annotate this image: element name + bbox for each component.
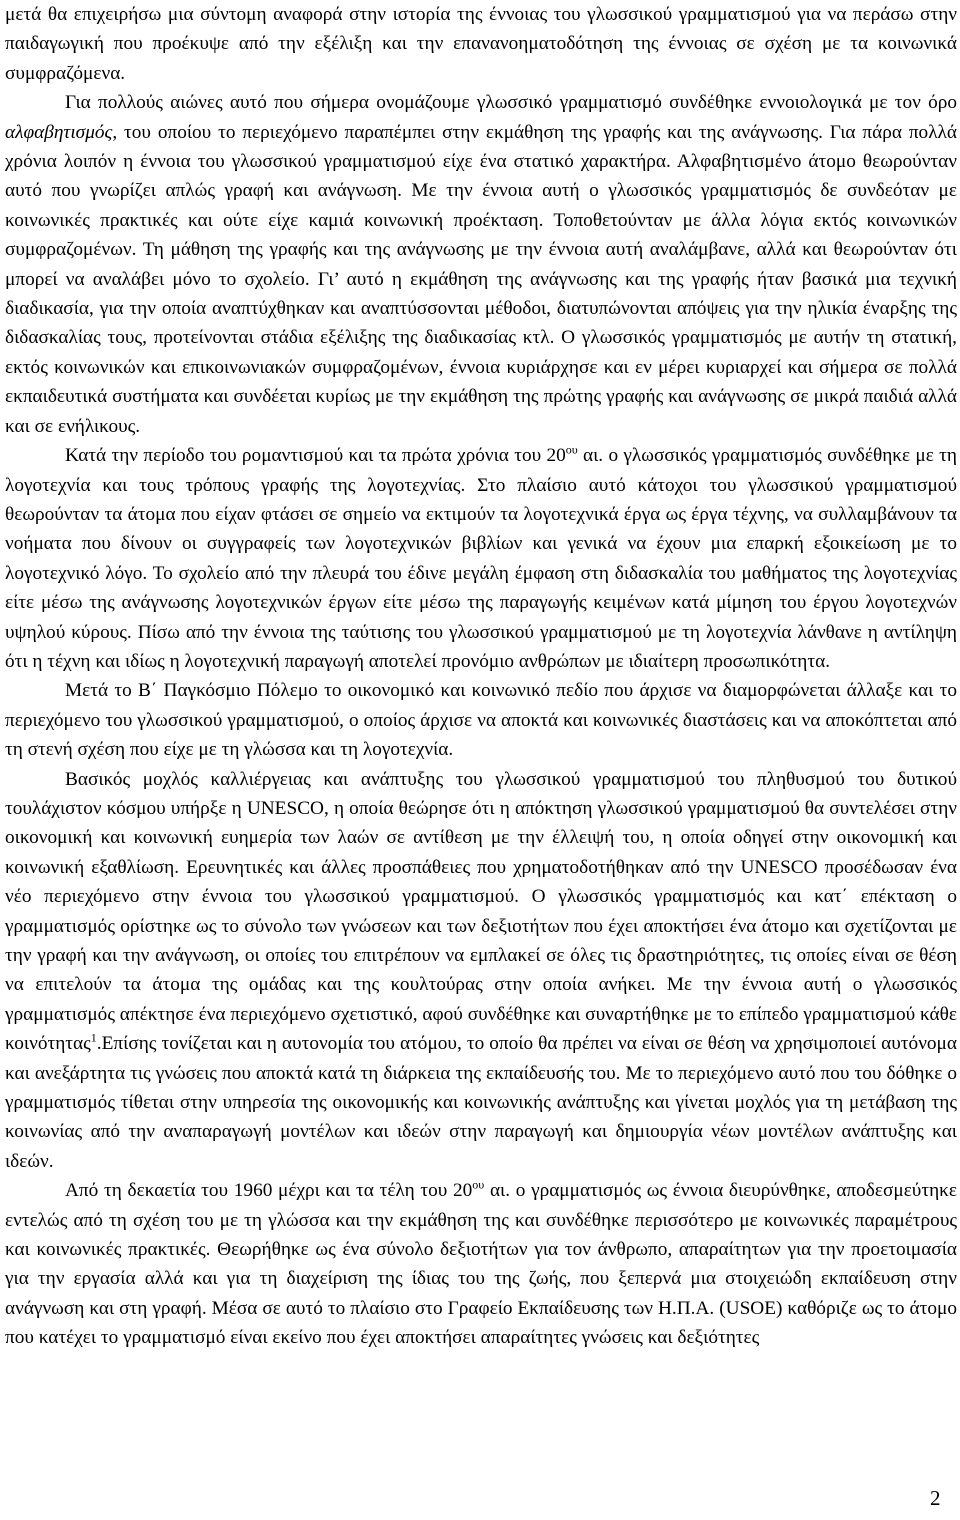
superscript: 1 <box>90 1030 97 1045</box>
text-run: μετά θα επιχειρήσω μια σύντομη αναφορά στην ιστορία της έννοιας του γλωσσικού γραμματισμού για να περάσω στην παιδαγωγική που προέκυψε από την εξέλιξη και την επανανοηματοδότηση της έννοιας σε σχέση με τα κοινωνικά συμφραζόμενα. <box>5 4 957 84</box>
text-run: Μετά το Β΄ Παγκόσμιο Πόλεμο το οικονομικό και κοινωνικό πεδίο που άρχισε να διαμορφώνεται άλλαξε και το περιεχόμενο του γλωσσικού γραμματισμού, ο οποίος άρχισε να αποκτά και κοινωνικές διαστάσεις και να αποκόπτεται από τη στενή σχέση που είχε με τη γλώσσα και τη λογοτεχνία. <box>5 680 957 761</box>
document-page <box>5 0 957 1353</box>
text-run: Βασικός μοχλός καλλιέργειας και ανάπτυξης του γλωσσικού γραμματισμού του πληθυσμού του δυτικού τουλάχιστον κόσμου υπήρξε η UNESCO, η οποία θεώρησε ότι η απόκτηση γλωσσικού γραμματισμού θα συντελέσει στην οικονομική και κοινωνική ευημερία των λαών σε αντίθεση με την έλλειψή του, η οποία οδηγεί στην οικονομική και κοινωνική εξαθλίωση. Ερευνητικές και άλλες προσπάθειες που χρηματοδοτήθηκαν από την UNESCO προσέδωσαν ένα νέο περιεχόμενο στην έννοια του γλωσσικού γραμματισμού. Ο γλωσσικός γραμματισμός και κατ΄ επέκταση ο γραμματισμός ορίστηκε ως το σύνολο των γνώσεων και των δεξιοτήτων που έχει αποκτήσει ένα άτομο και σχετίζονται με την γραφή και την ανάγνωση, οι οποίες του επιτρέπουν να εμπλακεί σε όλες τις δραστηριότητες, τις οποίες είναι σε θέση να επιτελούν τα άτομα της ομάδας και της κουλτούρας στην οποία ανήκει. Με την έννοια αυτή ο γλωσσικός γραμματισμός απέκτησε ένα περιεχόμενο σχετιστικό, αφού συνδέθηκε και συναρτήθηκε με το επίπεδο γραμματισμού κάθε κοινότητας <box>5 768 957 1055</box>
superscript: ου <box>565 442 578 457</box>
paragraph-4 <box>5 676 957 764</box>
text-run: , του οποίου το περιεχόμενο παραπέμπει στην εκμάθηση της γραφής και της ανάγνωσης. Για πάρα πολλά χρόνια λοιπόν η έννοια του γλωσσικού γραμματισμού είχε ένα στατικό χαρακτήρα. Αλφαβητισμένο άτομο θεωρούνταν αυτό που γνωρίζει απλώς γραφή και ανάγνωση. Με την έννοια αυτή ο γλωσσικός γραμματισμός δε συνδεόταν με κοινωνικές πρακτικές και ούτε είχε καμιά κοινωνική προέκταση. Τοποθετούνταν με άλλα λόγια εκτός κοινωνικών συμφραζομένων. Τη μάθηση της γραφής και της ανάγνωσης με την έννοια αυτή αναλάμβανε, αλλά και θεωρούνταν ότι μπορεί να αναλάβει μόνο το σχολείο. Γι’ αυτό η εκμάθηση της ανάγνωσης και της γραφής ήταν βασικά μια τεχνική διαδικασία, για την οποία αναπτύχθηκαν και αναπτύσσονται μέθοδοι, διατυπώνονται απόψεις για την ηλικία έναρξης της διδασκαλίας τους, προτείνονται στάδια εξέλιξης της διαδικασίας κτλ. Ο γλωσσικός γραμματισμός με αυτήν τη στατική, εκτός κοινωνικών και επικοινωνιακών συμφραζομένων, έννοια κυριάρχησε και εν μέρει κυριαρχεί και σήμερα σε πολλά εκπαιδευτικά συστήματα και συνδέεται κυρίως με την εκμάθηση της πρώτης γραφής και ανάγνωσης σε μικρά παιδιά αλλά και σε ενήλικους. <box>5 121 957 437</box>
italic-term: αλφαβητισμός <box>5 121 113 143</box>
text-run: Κατά την περίοδο του ρομαντισμού και τα πρώτα χρόνια του 20 <box>65 445 566 467</box>
paragraph-6 <box>5 1176 957 1352</box>
text-run: Για πολλούς αιώνες αυτό που σήμερα ονομάζουμε γλωσσικό γραμματισμό συνδέθηκε εννοιολογικά με τον όρο <box>65 92 957 114</box>
text-run: αι. ο γλωσσικός γραμματισμός συνδέθηκε με τη λογοτεχνία και τους τρόπους γραφής της λογοτεχνίας. Στο πλαίσιο αυτό κάτοχοι του γλωσσικού γραμματισμού θεωρούνταν τα άτομα που είχαν φτάσει σε σημείο να εκτιμούν τα λογοτεχνικά έργα ως έργα τέχνης, να συλλαμβάνουν τα νοήματα που δίνουν οι συγγραφείς των λογοτεχνικών βιβλίων και γενικά να έχουν μια επαρκή εξοικείωση με το λογοτεχνικό λόγο. Το σχολείο από την πλευρά του έδινε μεγάλη έμφαση στη διδασκαλία του μαθήματος της λογοτεχνίας είτε μέσω της ανάγνωσης λογοτεχνικών έργων είτε μέσω της παραγωγής κειμένων κατά μίμηση του έργου λογοτεχνών υψηλού κύρους. Πίσω από την έννοια της ταύτισης του γλωσσικού γραμματισμού με τη λογοτεχνία λάνθανε η αντίληψη ότι η τέχνη και ιδίως η λογοτεχνική παραγωγή αποτελεί προνόμιο ανθρώπων με ιδιαίτερη προσωπικότητα. <box>5 445 957 672</box>
superscript: ου <box>472 1177 485 1192</box>
paragraph-5 <box>5 765 957 1177</box>
paragraph-2 <box>5 88 957 441</box>
paragraph-1 <box>5 0 957 88</box>
text-run: .Επίσης τονίζεται και η αυτονομία του ατόμου, το οποίο θα πρέπει να είναι σε θέση να χρησιμοποιεί αυτόνομα και ανεξάρτητα τις γνώσεις που αποκτά κατά τη διάρκεια της εκπαίδευσής του. Με το περιεχόμενο αυτό που του δόθηκε ο γραμματισμός τίθεται στην υπηρεσία της οικονομικής και κοινωνικής ανάπτυξης και γίνεται μοχλός για τη μετάβαση της κοινωνίας από την αναπαραγωγή μοντέλων και ιδεών στην παραγωγή και δημιουργία νέων μοντέλων ανάπτυξης και ιδεών. <box>5 1033 957 1172</box>
page-number: 2 <box>930 1486 941 1510</box>
paragraph-3 <box>5 441 957 676</box>
text-run: Από τη δεκαετία του 1960 μέχρι και τα τέλη του 20 <box>65 1180 473 1202</box>
text-run: αι. ο γραμματισμός ως έννοια διευρύνθηκε, αποδεσμεύτηκε εντελώς από τη σχέση του με τη γλώσσα και την εκμάθηση της και συνδέθηκε περισσότερο με κοινωνικές παραμέτρους και κοινωνικές πρακτικές. Θεωρήθηκε ως ένα σύνολο δεξιοτήτων για τον άνθρωπο, απαραίτητων για την προετοιμασία για την εργασία αλλά και για τη διαχείριση της ίδιας του της ζωής, που ξεπερνά μια στοιχειώδη εκπαίδευση στην ανάγνωση και στη γραφή. Μέσα σε αυτό το πλαίσιο στο Γραφείο Εκπαίδευσης των Η.Π.Α. (USOE) καθόριζε ως το άτομο που κατέχει το γραμματισμό είναι εκείνο που έχει αποκτήσει απαραίτητες γνώσεις και δεξιότητες <box>5 1180 957 1349</box>
